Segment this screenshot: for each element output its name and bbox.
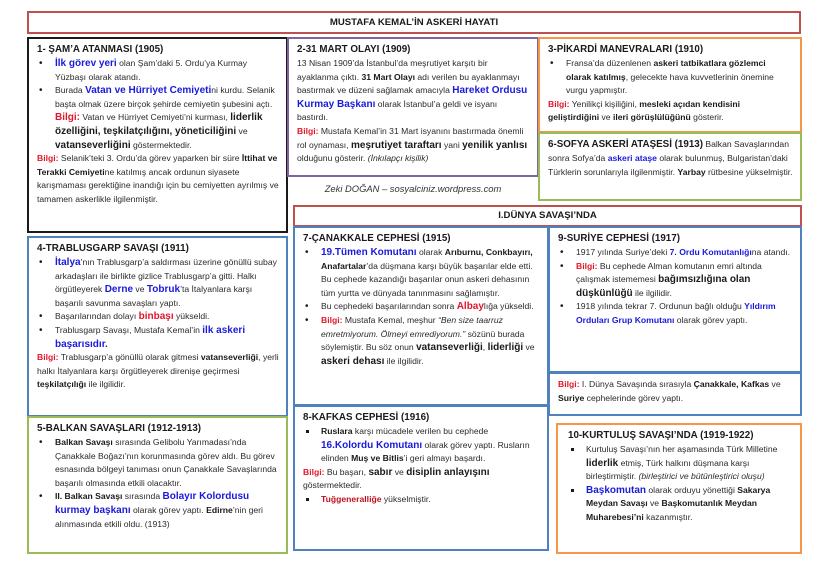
section-title: 2-31 MART OLAYI (1909) bbox=[297, 44, 411, 55]
bullet-list bbox=[37, 436, 279, 531]
list-item: Ruslara karşı mücadele verilen bu cephede 16.Kolordu Komutanı olarak görev yaptı. Rusların elinden Muş ve Bitlis’i geri almayı başardı. bbox=[303, 425, 540, 466]
section-title: 10-KURTULUŞ SAVAŞI’NDA (1919-1922) bbox=[568, 430, 754, 441]
section-trablusgarp-savasi bbox=[27, 236, 288, 417]
info-note: Bilgi: I. Dünya Savaşında sırasıyla Çanakkale, Kafkas ve Suriye cephelerinde görev yaptı. bbox=[558, 379, 781, 403]
section-title: 3-PİKARDİ MANEVRALARI (1910) bbox=[548, 44, 704, 55]
section-canakkale-cephesi bbox=[293, 226, 549, 406]
ww1-info-note bbox=[548, 372, 802, 416]
bullet-list bbox=[558, 246, 793, 328]
list-item: • 1917 yılında Suriye’deki 7. Ordu Komutanlığına atandı. bbox=[558, 246, 793, 260]
list-item: • Trablusgarp Savaşı, Mustafa Kemal’in ilk askeri başarısıdır. bbox=[37, 324, 279, 351]
bullet-list bbox=[568, 443, 793, 525]
list-item: • Bilgi: Mustafa Kemal, meşhur “Ben size taarruz emretmiyorum. Ölmeyi emrediyorum.” sözünü burada söylemiştir. Bu söz onun vatanseverliği, liderliği ve askeri dehası ile ilgilidir. bbox=[303, 314, 540, 368]
section-kafkas-cephesi bbox=[293, 405, 549, 551]
section-title: 9-SURİYE CEPHESİ (1917) bbox=[558, 233, 680, 244]
ww1-title: I.DÜNYA SAVAŞI’NDA bbox=[293, 205, 802, 227]
list-item: Kurtuluş Savaşı’nın her aşamasında Türk Milletine liderlik etmiş, Türk halkını düşmana karşı birleştirmiştir. (birleştirici ve bütünleştirici oluşu) bbox=[568, 443, 793, 484]
list-item: • Bilgi: Bu cephede Alman komutanın emri altında çalışmak istememesi bağımsızlığına olan düşkünlüğü ile ilgilidir. bbox=[558, 260, 793, 301]
list-item: • İtalya’nın Trablusgarp’a saldırması üzerine gönüllü subay arkadaşları ile birlikte gizlice Trablusgarp’a gitti. Halkı örgütleyerek Derne ve Tobruk’ta İtalyanlara karşı başarılı savunma savaşları yaptı. bbox=[37, 256, 279, 310]
page-title-text: MUSTAFA KEMAL’İN ASKERİ HAYATI bbox=[329, 17, 499, 28]
list-item: Tuğgeneralliğe yükselmiştir. bbox=[303, 493, 540, 507]
section-sofya-askeri-atasesi bbox=[538, 132, 802, 201]
section-title: 1- ŞAM’A ATANMASI (1905) bbox=[37, 44, 164, 55]
section-kurtulus-savasi bbox=[556, 423, 802, 554]
section-title: 5-BALKAN SAVAŞLARI (1912-1913) bbox=[37, 423, 202, 434]
list-item: • Burada Vatan ve Hürriyet Cemiyetini kurdu. Selanik başta olmak üzere birçok şehirde cemiyetin şubesini açtı. Bilgi: Vatan ve Hürriyet Cemiyeti’ni kurması, liderlik özelliğini, teşkilatçılığını, yöneticiliğini ve vatanseverliğini göstermektedir. bbox=[37, 84, 279, 152]
list-item: • Başarılarından dolayı binbaşı yükseldi. bbox=[37, 310, 279, 324]
section-sam-atanmasi bbox=[27, 37, 288, 233]
list-item: • 1918 yılında tekrar 7. Ordunun bağlı olduğu Yıldırım Orduları Grup Komutanı olarak görev yaptı. bbox=[558, 300, 793, 327]
list-item: • Balkan Savaşı sırasında Gelibolu Yarımadası’nda Çanakkale Boğazı’nın korunmasında görev aldı. Bu görev esnasında bölgeyi tanıması onun Çanakkale Savaşlarında başarılı olmasında etkili olacaktır. bbox=[37, 436, 279, 490]
list-item: • 19.Tümen Komutanı olarak Arıburnu, Conkbayırı, Anafartalar’da düşmana karşı büyük başarılar elde etti. Bu cephede kazandığı başarılar onun askeri dehasının tüm yurtta ve dünyada tanınmasını sağlamıştır. bbox=[303, 246, 540, 300]
section-31-mart-olayi bbox=[287, 37, 539, 177]
section-pikardi-manevralari bbox=[538, 37, 802, 133]
list-item: • Fransa’da düzenlenen askeri tatbikatlara gözlemci olarak katılmış, gelecekte hava kuvvetlerinin önemine vurgu yapmıştır. bbox=[548, 57, 793, 98]
author-credit: Zeki DOĞAN – sosyalciniz.wordpress.com bbox=[324, 183, 502, 194]
section-body: 6-SOFYA ASKERİ ATAŞESİ (1913) Balkan Savaşlarından sonra Sofya’da askeri ataşe olarak bulunmuş, Bulgaristan’daki Türklerin sorunlarıyla ilgilenmiştir. Yarbay rütbesine yükselmiştir. bbox=[548, 139, 793, 177]
section-balkan-savaslari bbox=[27, 416, 288, 554]
info-note: Bilgi: Yenilikçi kişiliğini, mesleki açıdan kendisini geliştirdiğini ve ileri görüşlülüğünü gösterir. bbox=[548, 98, 741, 123]
list-item: Başkomutan olarak orduyu yönettiği Sakarya Meydan Savaşı ve Başkomutanlık Meydan Muharebesi’ni kazanmıştır. bbox=[568, 484, 793, 525]
bullet-list bbox=[37, 256, 279, 351]
info-note: Bilgi: Bu başarı, sabır ve disiplin anlayışını göstermektedir. bbox=[303, 466, 490, 491]
section-body: 13 Nisan 1909’da İstanbul’da meşrutiyet karşıtı bir ayaklanma çıktı. 31 Mart Olayı adı verilen bu ayaklanmayı bastırmak ve düzeni sağlamak amacıyla Hareket Ordusu Kurmay Başkanı olarak İstanbul’a geldi ve isyanı bastırdı. bbox=[297, 58, 528, 123]
bullet-list bbox=[303, 493, 540, 507]
bullet-list bbox=[303, 425, 540, 466]
info-note: Bilgi: Trablusgarp’a gönüllü olarak gitmesi vatanseverliği, yerli halkı İtalyanlara karşı örgütleyerek direnişe geçirmesi teşkilatçılığı ile ilgilidir. bbox=[37, 352, 279, 390]
page-title bbox=[27, 11, 801, 34]
bullet-list bbox=[548, 57, 793, 98]
section-title: 4-TRABLUSGARP SAVAŞI (1911) bbox=[37, 243, 189, 254]
list-item: • II. Balkan Savaşı sırasında Bolayır Kolordusu kurmay başkanı olarak görev yaptı. Edirne’nin geri alınmasında etkili oldu. (1913) bbox=[37, 490, 279, 531]
list-item: • Bu cephedeki başarılarından sonra Albaylığa yükseldi. bbox=[303, 300, 540, 314]
bullet-list bbox=[37, 57, 279, 152]
info-note: Bilgi: Selanik’teki 3. Ordu’da görev yaparken bir süre İttihat ve Terakki Cemiyetine katılmış ancak ordunun siyasete karışmaması gerektiğine inandığı için bu cemiyetten ayrılmış ve tamamen askerlikle ilgilenmiştir. bbox=[37, 153, 279, 204]
section-title: 7-ÇANAKKALE CEPHESİ (1915) bbox=[303, 233, 451, 244]
info-note: Bilgi: Mustafa Kemal’in 31 Mart isyanını bastırmada önemli rol oynaması, meşrutiyet taraftarı yani yenilik yanlısı olduğunu gösterir. (İnkılapçı kişilik) bbox=[297, 125, 528, 164]
bullet-list bbox=[303, 246, 540, 368]
section-title: 8-KAFKAS CEPHESİ (1916) bbox=[303, 412, 430, 423]
list-item: • İlk görev yeri olan Şam’daki 5. Ordu’ya Kurmay Yüzbaşı olarak atandı. bbox=[37, 57, 279, 84]
section-suriye-cephesi bbox=[548, 226, 802, 373]
section-title: 6-SOFYA ASKERİ ATAŞESİ (1913) bbox=[548, 139, 703, 150]
